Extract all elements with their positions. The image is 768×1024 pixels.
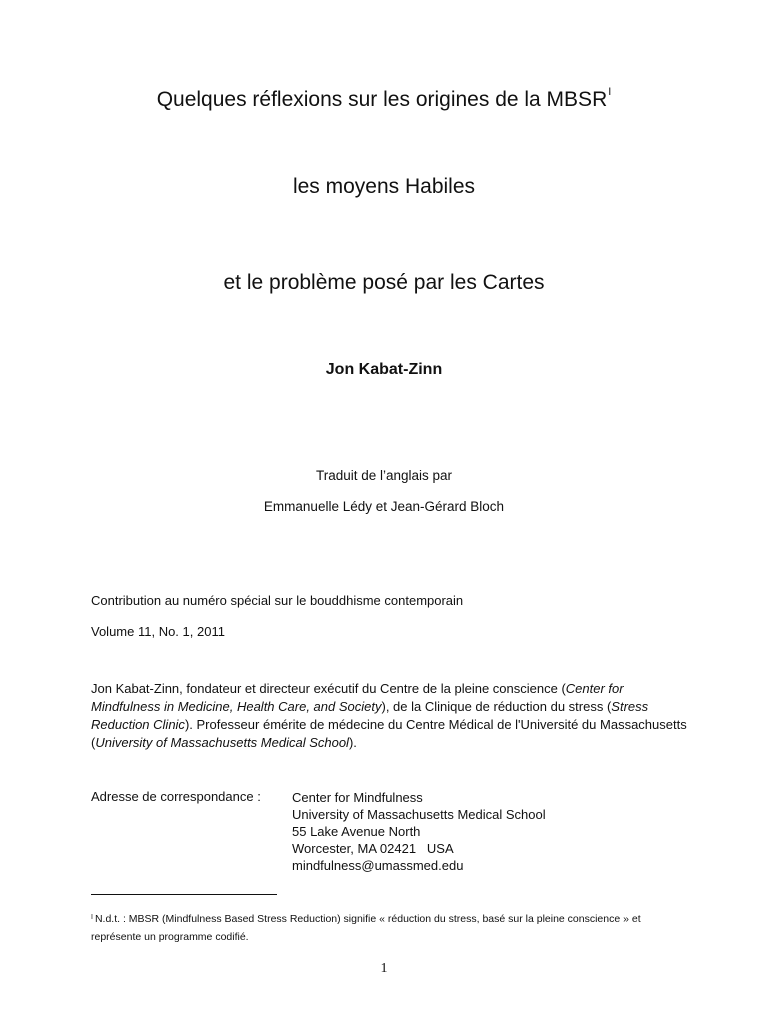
address-line: University of Massachusetts Medical School: [292, 807, 546, 822]
footnote-reference-marker[interactable]: I: [608, 86, 612, 98]
bio-text-1: Jon Kabat-Zinn, fondateur et directeur exécutif du Centre de la pleine conscience (: [91, 681, 566, 696]
address-label: Adresse de correspondance :: [91, 789, 261, 804]
address-block: [292, 789, 546, 874]
author-bio: [91, 680, 691, 752]
bio-text-3: ). Professeur émérite de médecine du Centre Médical de l'Université du Massachusetts (: [91, 717, 687, 750]
title-line-1-text: Quelques réflexions sur les origines de la MBSR: [156, 88, 608, 111]
footnote: [91, 910, 691, 946]
page-number: 1: [380, 961, 388, 976]
translation-label: Traduit de l’anglais par: [315, 468, 453, 483]
footnote-divider: [91, 894, 277, 895]
title-line-3: et le problème posé par les Cartes: [223, 271, 545, 294]
volume-info: Volume 11, No. 1, 2011: [91, 624, 225, 639]
address-line: Center for Mindfulness: [292, 790, 423, 805]
footnote-text: N.d.t. : MBSR (Mindfulness Based Stress Reduction) signifie « réduction du stress, basé sur la pleine conscience » et représente un programme codifié.: [91, 913, 641, 943]
footnote-marker: I: [91, 914, 93, 921]
title-line-1: [0, 88, 768, 112]
bio-text-2: ), de la Clinique de réduction du stress (: [381, 699, 612, 714]
title-line-2: les moyens Habiles: [292, 175, 476, 198]
author-name: Jon Kabat-Zinn: [325, 361, 443, 378]
address-line: Worcester, MA 02421 USA: [292, 841, 454, 856]
address-line: 55 Lake Avenue North: [292, 824, 421, 839]
bio-center-name: Center for Mindfulness in Medicine, Health Care, and Society: [91, 681, 624, 714]
contribution-text: Contribution au numéro spécial sur le bouddhisme contemporain: [91, 593, 464, 608]
bio-clinic-name: Stress Reduction Clinic: [91, 699, 649, 732]
bio-school-name: University of Massachusetts Medical School: [95, 735, 349, 750]
translators: Emmanuelle Lédy et Jean-Gérard Bloch: [263, 499, 505, 514]
email-link[interactable]: mindfulness@umassmed.edu: [292, 858, 464, 873]
bio-text-4: ).: [348, 735, 357, 750]
